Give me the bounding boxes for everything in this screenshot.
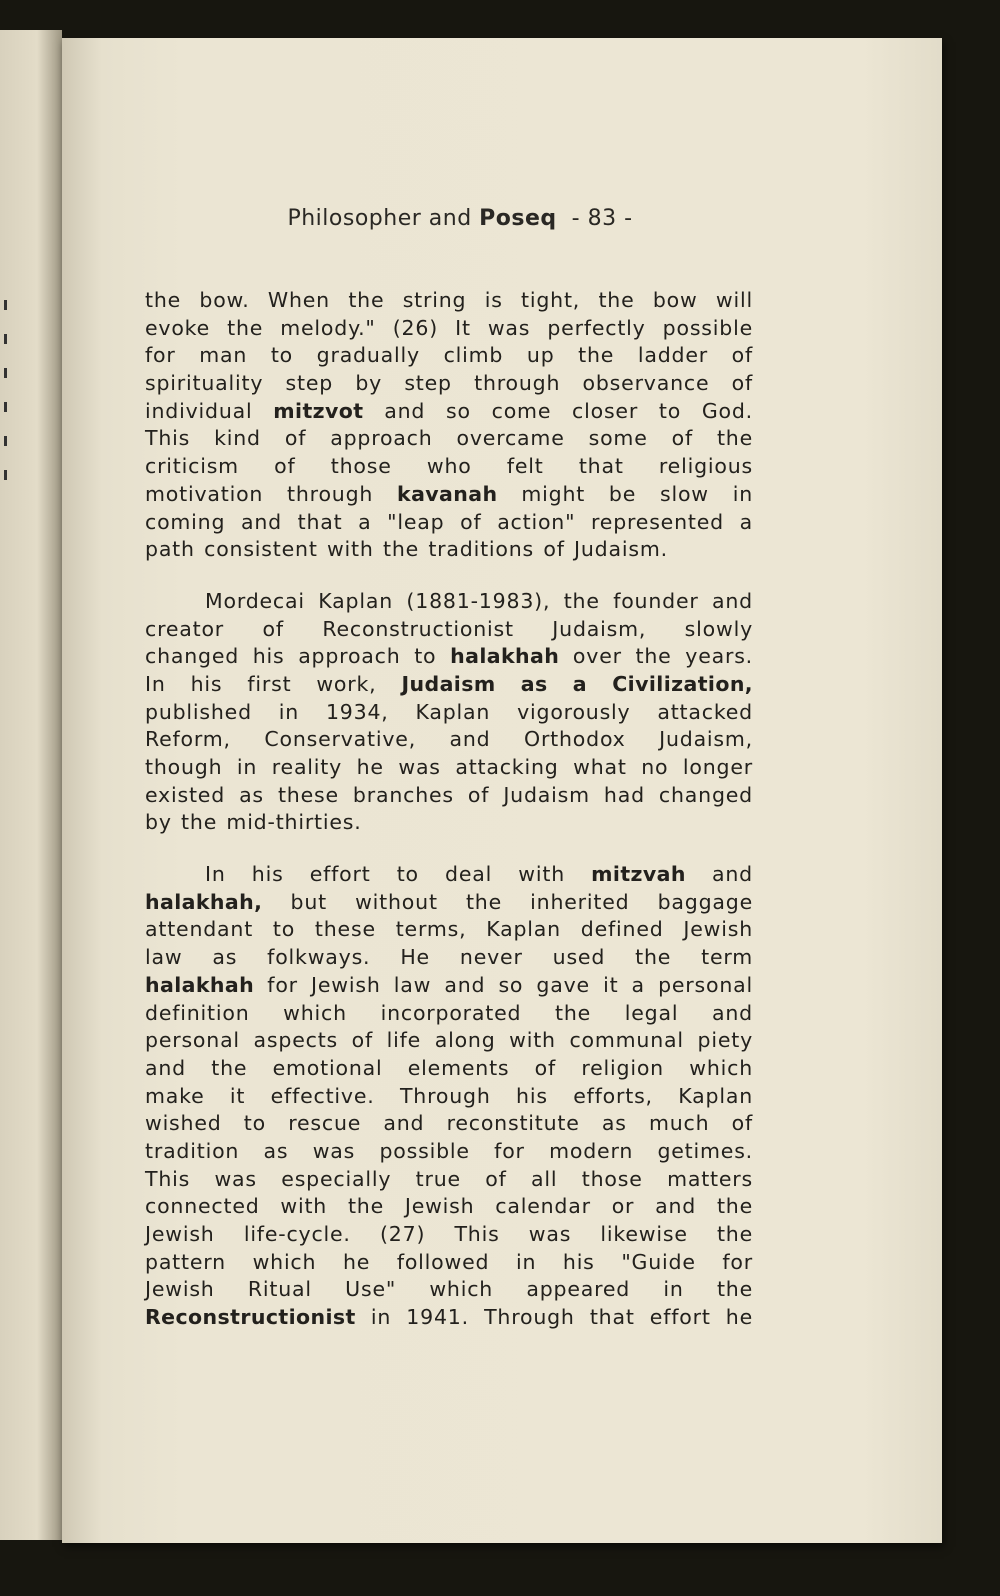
- text-line: [145, 782, 753, 810]
- text-line: [145, 616, 753, 644]
- text-line: [145, 342, 753, 370]
- text-line: [145, 972, 753, 1000]
- bold-term: Judaism as a Civilization,: [401, 671, 753, 696]
- bold-term: halakhah: [450, 644, 560, 669]
- text-segment: for Jewish law and so gave it a personal: [254, 972, 753, 997]
- text-line: [145, 536, 753, 564]
- text-segment: In his effort to deal with: [205, 862, 592, 887]
- text-line: [145, 643, 753, 671]
- text-line: [145, 1221, 753, 1249]
- text-segment: Jewish life-cycle. (27) This was likewise the: [145, 1222, 753, 1246]
- text-segment: criticism of those who felt that religious: [145, 454, 753, 479]
- facing-page-edge: [0, 30, 62, 1540]
- text-line: [145, 1193, 753, 1221]
- text-line: [145, 944, 753, 972]
- text-segment: and the emotional elements of religion which: [145, 1055, 753, 1080]
- facing-page-text-marks: [4, 300, 10, 500]
- text-line: [145, 509, 753, 537]
- text-segment: This kind of approach overcame some of the: [145, 426, 753, 451]
- bold-term: Reconstructionist: [145, 1305, 356, 1330]
- text-line: [145, 370, 753, 398]
- bold-term: halakhah,: [145, 889, 263, 914]
- text-segment: in 1941. Through that effort he: [355, 1305, 753, 1330]
- text-segment: the bow. When the string is tight, the bow will: [145, 288, 753, 312]
- paragraph: [145, 287, 753, 564]
- page-number: - 83 -: [571, 206, 633, 231]
- text-segment: This was especially true of all those matters: [145, 1166, 753, 1191]
- text-segment: personal aspects of life along with communal piety: [145, 1028, 753, 1053]
- text-line: [145, 671, 753, 699]
- bold-term: halakhah: [145, 972, 255, 997]
- paragraph: [145, 861, 753, 1332]
- body-text: [145, 287, 753, 1356]
- text-segment: over the years.: [559, 644, 753, 669]
- text-line: [145, 916, 753, 944]
- text-segment: motivation through: [145, 481, 398, 506]
- text-segment: coming and that a "leap of action" represented a: [145, 509, 753, 534]
- text-segment: path consistent with the traditions of Judaism.: [145, 537, 668, 562]
- text-segment: Reform, Conservative, and Orthodox Judaism,: [145, 727, 753, 752]
- text-segment: spirituality step by step through observance of: [145, 371, 753, 396]
- text-segment: evoke the melody." (26) It was perfectly possible: [145, 315, 753, 340]
- text-line: [145, 1055, 753, 1083]
- text-line: [145, 1249, 753, 1277]
- text-line: [145, 754, 753, 782]
- text-segment: individual: [145, 398, 274, 423]
- text-line: [145, 287, 753, 315]
- text-segment: existed as these branches of Judaism had changed: [145, 782, 753, 807]
- text-line: [145, 1304, 753, 1332]
- bold-term: mitzvah: [591, 862, 686, 887]
- text-segment: definition which incorporated the legal and: [145, 1000, 753, 1025]
- text-line: [145, 453, 753, 481]
- text-segment: connected with the Jewish calendar or and the: [145, 1194, 753, 1219]
- text-segment: law as folkways. He never used the term: [145, 945, 753, 970]
- bold-term: kavanah: [397, 481, 498, 506]
- paragraph: [145, 588, 753, 837]
- text-segment: make it effective. Through his efforts, Kaplan: [145, 1083, 753, 1108]
- text-line: [145, 481, 753, 509]
- text-line: [145, 1027, 753, 1055]
- text-line: [145, 889, 753, 917]
- text-segment: but without the inherited baggage: [262, 889, 753, 914]
- text-segment: In his first work,: [145, 671, 402, 696]
- text-segment: Jewish Ritual Use" which appeared in the: [145, 1277, 753, 1302]
- text-line: [145, 1000, 753, 1028]
- bold-term: mitzvot: [273, 398, 364, 423]
- text-segment: attendant to these terms, Kaplan defined Jewish: [145, 917, 753, 942]
- text-segment: published in 1934, Kaplan vigorously attacked: [145, 699, 753, 724]
- text-line: [145, 1083, 753, 1111]
- text-line: [145, 809, 753, 837]
- text-segment: wished to rescue and reconstitute as much of: [145, 1111, 753, 1136]
- text-line: [145, 1138, 753, 1166]
- text-segment: changed his approach to: [145, 644, 451, 669]
- running-header: [0, 206, 920, 231]
- text-line: [145, 1276, 753, 1304]
- text-line: [145, 726, 753, 754]
- text-segment: tradition as was possible for modern getimes.: [145, 1138, 753, 1163]
- text-line: [145, 1166, 753, 1194]
- text-segment: by the mid-thirties.: [145, 810, 362, 835]
- text-line: [145, 425, 753, 453]
- text-line: [145, 588, 753, 616]
- text-line: [145, 315, 753, 343]
- text-segment: though in reality he was attacking what no longer: [145, 755, 753, 779]
- text-segment: and: [685, 862, 753, 887]
- text-segment: for man to gradually climb up the ladder of: [145, 343, 753, 368]
- text-segment: creator of Reconstructionist Judaism, slowly: [145, 616, 753, 641]
- text-line: [145, 861, 753, 889]
- text-segment: might be slow in: [497, 481, 753, 506]
- header-title-bold: Poseq: [479, 206, 557, 231]
- text-line: [145, 1110, 753, 1138]
- text-line: [145, 699, 753, 727]
- text-segment: pattern which he followed in his "Guide for: [145, 1249, 753, 1274]
- text-segment: Mordecai Kaplan (1881-1983), the founder and: [205, 588, 753, 613]
- text-line: [145, 398, 753, 426]
- text-segment: and so come closer to God.: [363, 398, 753, 423]
- header-title: Philosopher and: [287, 206, 480, 231]
